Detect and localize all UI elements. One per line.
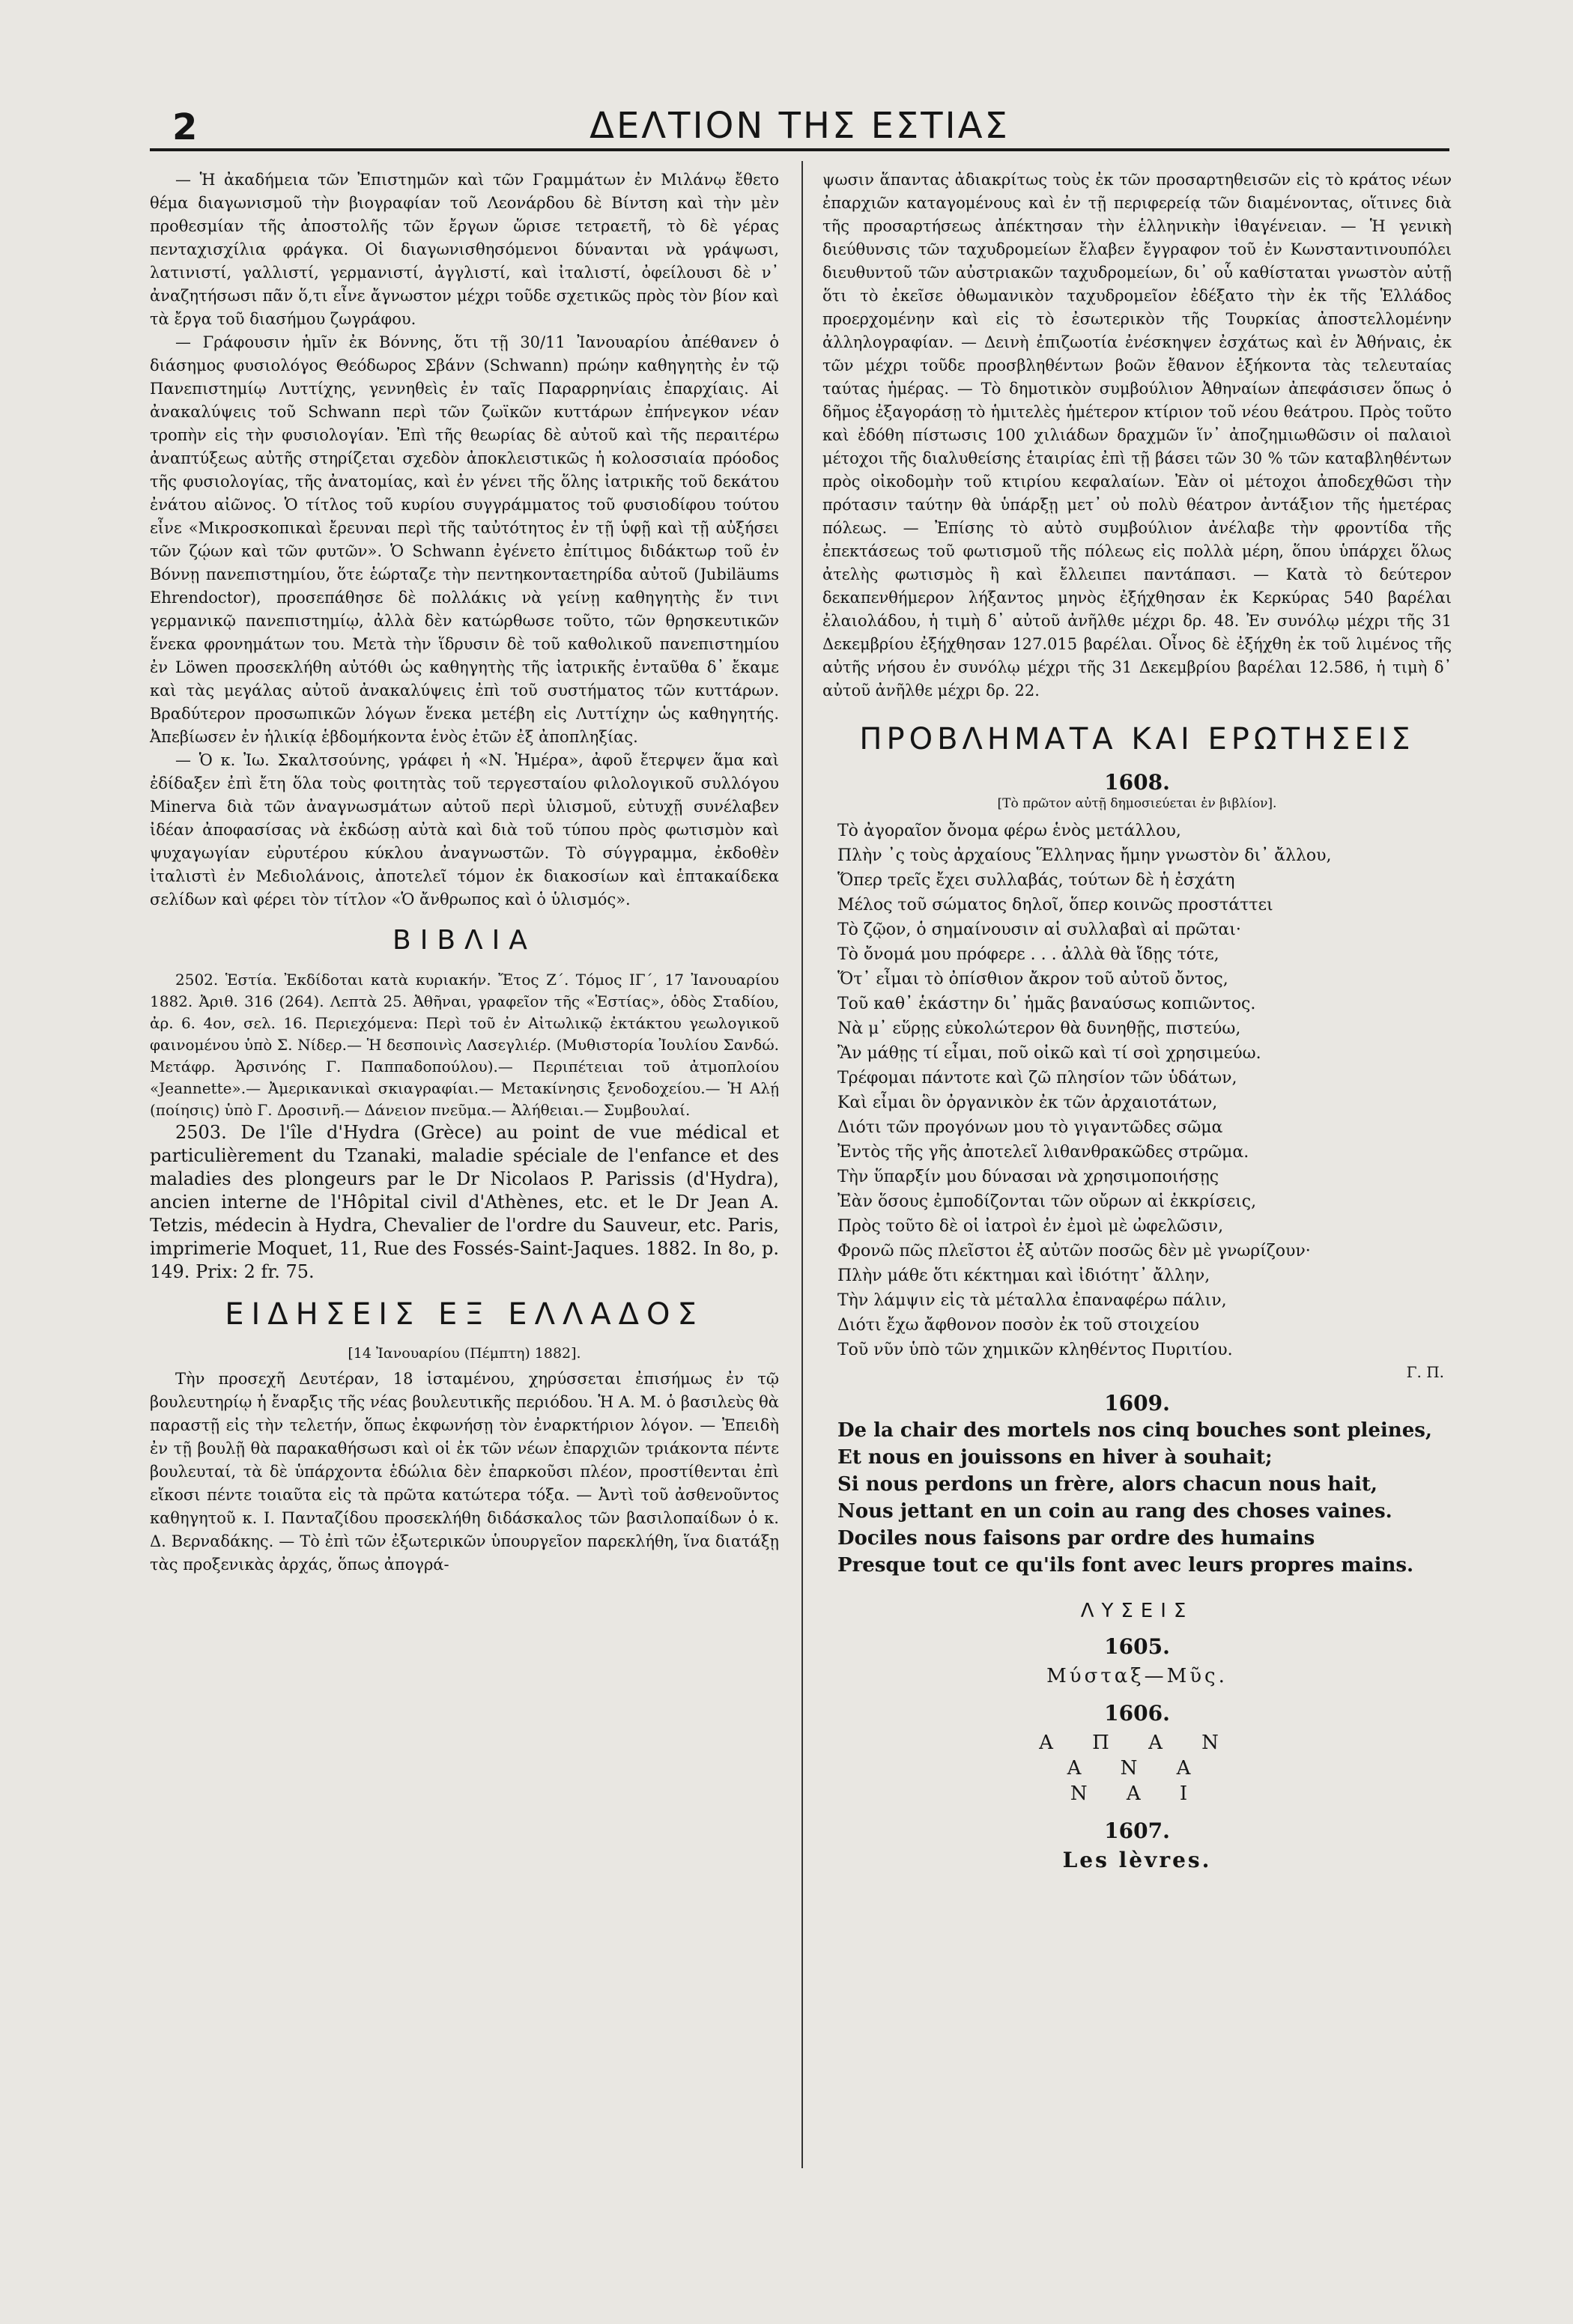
poem-line-french: De la chair des mortels nos cinq bouches sont pleines, <box>837 1419 1432 1442</box>
poem-line: Διότι τῶν προγόνων μου τὸ γιγαντῶδες σῶμα <box>837 1118 1223 1137</box>
answers-heading: ΛΥΣΕΙΣ <box>1080 1600 1194 1622</box>
poem-line: Ἂν μάθῃς τί εἶμαι, ποῦ οἰκῶ καὶ τί σοὶ χρησιμεύω. <box>837 1044 1261 1063</box>
book-entry-2502: 2502. Ἑστία. Ἐκδίδοται κατὰ κυριακήν. Ἔτος Ζ΄. Τόμος ΙΓ΄, 17 Ἰανουαρίου 1882. Ἀριθ. 316 (264). Λεπτὰ 25. Ἀθῆναι, γραφεῖον τῆς «Ἑστίας», ὁδὸς Σταδίου, ἀρ. 6. 4ον, σελ. 16. Περιεχόμενα: Περὶ τοῦ ἐν Αἰτωλικῷ ἐκτάκτου γεωλογικοῦ φαινομένου ὑπὸ Σ. Νίδερ.— Ἡ δεσποινὶς Λασεγλιέρ. (Μυθιστορία Ἰουλίου Σανδώ. Μετάφρ. Ἀρσινόης Γ. Παππαδοπούλου).— Περιπέτειαι τοῦ ἀτμοπλοίου «Jeannette».— Ἀμερικανικαὶ σκιαγραφίαι.— Μετακίνησις ξενοδοχείου.— Ἡ Αλῄ (ποίησις) ὑπὸ Γ. Δροσινῆ.— Δάνειον πνεῦμα.— Ἀλήθειαι.— Συμβουλαί. <box>150 971 779 1119</box>
answer-1605-text: Μύσταξ—Μῦς. <box>1046 1665 1228 1687</box>
poem-line: Ὅπερ τρεῖς ἔχει συλλαβάς, τούτων δὲ ἡ ἐσχάτη <box>837 871 1235 890</box>
problems-heading: ΠΡΟΒΛΗΜΑΤΑ ΚΑΙ ΕΡΩΤΗΣΕΙΣ <box>859 722 1415 756</box>
problem-1608-note: [Τὸ πρῶτον αὐτῇ δημοσιεύεται ἐν βιβλίον]. <box>997 796 1277 811</box>
poem-line: Ἐὰν ὅσους ἐμποδίζονται τῶν οὔρων αἱ ἐκκρίσεις, <box>837 1192 1257 1211</box>
poem-line: Τὸ ἀγοραῖον ὄνομα φέρω ἑνὸς μετάλλου, <box>837 822 1181 840</box>
greece-news-date: [14 Ἰανουαρίου (Πέμπτη) 1882]. <box>348 1345 581 1362</box>
greece-news-continued: ψωσιν ἅπαντας ἀδιακρίτως τοὺς ἐκ τῶν προσαρτηθεισῶν εἰς τὸ κράτος νέων ἐπαρχιῶν καταγομένους καὶ ἐν τῇ περιφερείᾳ τῶν διαμένοντας, οἵτινες διὰ τῆς προσαρτήσεως ἀπέκτησαν τὴν ἑλληνικὴν ἰθαγένειαν. — Ἡ γενικὴ διεύθυνσις τῶν ταχυδρομείων ἔλαβεν ἔγγραφον τοῦ ἐν Κωνσταντινουπόλει διευθυντοῦ τῶν αὐστριακῶν ταχυδρομείων, δι᾽ οὗ καθίσταται γνωστὸν αὐτῇ ὅτι τὸ ἐκεῖσε ὀθωμανικὸν ταχυδρομεῖον ἐδέξατο τὴν ἐκ τῆς Ἑλλάδος προερχομένην καὶ εἰς τὸ ἐσωτερικὸν τῆς Τουρκίας ἀποστελλομένην ἀλληλογραφίαν. — Δεινὴ ἐπιζωοτία ἐνέσκηψεν ἐσχάτως καὶ ἐν Ἀθήναις, ἐκ τῶν μέχρι τοῦδε προσβληθέντων βοῶν ἔθανον ἑξήκοντα τὰς τελευταίας ταύτας ἡμέρας. — Τὸ δημοτικὸν συμβούλιον Ἀθηναίων ἀπεφάσισεν ὅπως ὁ δῆμος ἐξαγοράσῃ τὸ ἡμιτελὲς ἡμέτερον κτίριον τοῦ νέου θεάτρου. Πρὸς τοῦτο καὶ ἐδόθη πίστωσις 100 χιλιάδων δραχμῶν ἵν᾽ ἀποζημιωθῶσιν οἱ παλαιοὶ μέτοχοι τῆς διαλυθείσης ἑταιρίας ἐπὶ τῇ βάσει τῶν 30 % τῶν καταβληθέντων πρὸς οἰκοδομὴν τοῦ κτιρίου κεφαλαίων. Ἐὰν οἱ μέτοχοι ἀποδεχθῶσι τὴν πρότασιν ταύτην θὰ ὑπάρξῃ μετ᾽ οὐ πολὺ θέατρον ἀντάξιον τῆς ἡμετέρας πόλεως. — Ἐπίσης τὸ αὐτὸ συμβούλιον ἀνέλαβε τὴν φροντίδα τῆς ἐπεκτάσεως τοῦ φωτισμοῦ τῆς πόλεως εἰς πολλὰ μέρη, ὅπου ὑπάρχει ὅλως ἀτελὴς φωτισμὸς ἢ καὶ ἔλλειπει παντάπασι. — Κατὰ τὸ δεύτερον δεκαπενθήμερον λήξαντος μηνὸς ἐξήχθησαν ἐκ Κερκύρας 540 βαρέλαι ἐλαιολάδου, ἡ τιμὴ δ᾽ αὐτοῦ ἀνῆλθε μέχρι δρ. 48. Ἐν συνόλῳ μέχρι τῆς 31 Δεκεμβρίου ἐξήχθησαν 127.015 βαρέλαι. Οἶνος δὲ ἐξήχθη ἐκ τοῦ λιμένος τῆς αὐτῆς νήσου ἐν συνόλῳ μέχρι τῆς 31 Δεκεμβρίου βαρέλαι 12.586, ἡ τιμὴ δ᾽ αὐτοῦ ἀνῆλθε μέχρι δρ. 22. <box>822 171 1452 700</box>
news-item-schwann: — Γράφουσιν ἡμῖν ἐκ Βόννης, ὅτι τῇ 30/11 Ἰανουαρίου ἀπέθανεν ὁ διάσημος φυσιολόγος Θεόδωρος Σβάνν (Schwann) πρώην καθηγητὴς ἐν τῷ Πανεπιστημίῳ Λυττίχης, γεννηθεὶς ἐν ταῖς Παραρρηνίαις ἐπαρχίαις. Αἱ ἀνακαλύψεις τοῦ Schwann περὶ τῶν ζωϊκῶν κυττάρων ἐπήνεγκον νέαν τροπὴν εἰς τὴν φυσιολογίαν. Ἐπὶ τῆς θεωρίας δὲ αὐτοῦ καὶ τῆς περαιτέρω ἀναπτύξεως αὐτῆς στηρίζεται σχεδὸν ἀποκλειστικῶς ἡ κολοσσιαία πρόοδος τῆς φυσιολογίας, τῆς ἀνατομίας, καὶ ἐν γένει τῆς ὅλης ἰατρικῆς τοῦ δεκάτου ἐνάτου αἰῶνος. Ὁ τίτλος τοῦ κυρίου συγγράμματος τοῦ φυσιοδίφου τούτου εἶνε «Μικροσκοπικαὶ ἔρευναι περὶ τῆς ταὐτότητος ἐν τῇ ὑφῇ καὶ τῇ αὐξήσει τῶν ζῴων καὶ τῶν φυτῶν». Ὁ Schwann ἐγένετο ἐπίτιμος διδάκτωρ τοῦ ἐν Βόννῃ πανεπιστημίου, ὅτε ἑώρταζε τὴν πεντηκονταετηρίδα αὐτοῦ (Jubiläums Ehrendoctor), προσεπάθησε δὲ πολλάκις νὰ γείνῃ καθηγητὴς ἔν τινι γερμανικῷ πανεπιστημίῳ, ἀλλὰ δὲν κατώρθωσε τοῦτο, τῶν θρησκευτικῶν ἕνεκα φρονημάτων του. Μετὰ τὴν ἵδρυσιν δὲ τοῦ καθολικοῦ πανεπιστημίου ἐν Löwen προσεκλήθη αὐτόθι ὡς καθηγητὴς τῆς ἰατρικῆς ἐνταῦθα δ᾽ ἔκαμε καὶ τὰς μεγάλας αὐτοῦ ἀνακαλύψεις ἐπὶ τοῦ συστήματος τῶν κυττάρων. Βραδύτερον προσωπικῶν λόγων ἕνεκα μετέβη εἰς Λυττίχην ὡς καθηγητής. Ἀπεβίωσεν ἐν ἡλικίᾳ ἑβδομήκοντα ἑνὸς ἐτῶν ἐξ ἀποπληξίας. <box>150 333 779 746</box>
poem-line: Τὸ ζῷον, ὁ σημαίνουσιν αἱ συλλαβαὶ αἱ πρῶται· <box>837 920 1241 939</box>
poem-line: Τὴν λάμψιν εἰς τὰ μέταλλα ἐπαναφέρω πάλιν, <box>837 1291 1227 1310</box>
poem-line: Ὅτ᾽ εἶμαι τὸ ὀπίσθιον ἄκρον τοῦ αὐτοῦ ὄντος, <box>837 970 1228 989</box>
left-column <box>150 169 779 1577</box>
greece-news-heading: ΕΙΔΗΣΕΙΣ ΕΞ ΕΛΛΑΔΟΣ <box>225 1297 704 1332</box>
poem-line: Διότι ἔχω ἄφθονον ποσὸν ἐκ τοῦ στοιχείου <box>837 1316 1200 1335</box>
poem-line: Τὸ ὄνομά μου πρόφερε . . . ἀλλὰ θὰ ἴδῃς τότε, <box>837 945 1219 964</box>
news-item-milan-academy: — Ἡ ἀκαδήμεια τῶν Ἐπιστημῶν καὶ τῶν Γραμμάτων ἐν Μιλάνῳ ἔθετο θέμα διαγωνισμοῦ τὴν βιογραφίαν τοῦ Λεονάρδου δὲ Βίντση καὶ τὴν μὲν προθεσμίαν τῆς ἀποστολῆς τῶν ἔργων ὥρισε τετραετῆ, τὸ δὲ γέρας πενταχισχίλια φράγκα. Οἱ διαγωνισθησόμενοι δύνανται νὰ γράψωσι, λατινιστί, γαλλιστί, γερμανιστί, ἀγγλιστί, καὶ ἰταλιστί, ὀφείλουσι δὲ ν᾽ ἀναζητήσωσι πᾶν ὅ,τι εἶνε ἄγνωστον μέχρι τοῦδε σχετικῶς πρὸς τὸν βίον καὶ τὰ ἔργα τοῦ διασήμου ζωγράφου. <box>150 171 779 328</box>
poem-line: Τρέφομαι πάντοτε καὶ ζῶ πλησίον τῶν ὑδάτων, <box>837 1069 1237 1087</box>
poem-line-french: Et nous en jouissons en hiver à souhait; <box>837 1446 1273 1469</box>
poem-line: Πρὸς τοῦτο δὲ οἱ ἰατροὶ ἐν ἐμοὶ μὲ ὠφελῶσιν, <box>837 1217 1224 1236</box>
greece-news-text: Τὴν προσεχῆ Δευτέραν, 18 ἱσταμένου, χηρύσσεται ἐπισήμως ἐν τῷ βουλευτηρίῳ ἡ ἔναρξις τῆς νέας βουλευτικῆς περιόδου. Ἡ Α. Μ. ὁ βασιλεὺς θὰ παραστῇ εἰς τὴν τελετήν, ὅπως ἐκφωνήσῃ τὸν ἐναρκτήριον λόγον. — Ἐπειδὴ ἐν τῇ βουλῇ θὰ παρακαθήσωσι καὶ οἱ ἐκ τῶν νέων ἐπαρχιῶν τριάκοντα πέντε βουλευταί, τὰ δὲ ὑπάρχοντα ἑδώλια δὲν ἐπαρκοῦσι πλέον, προστίθενται ἐπὶ εἴκοσι πέντε τοιαῦτα εἰς τὰ πρῶτα κατώτερα τόξα. — Ἀντὶ τοῦ ἀσθενοῦντος καθηγητοῦ κ. Ι. Πανταζίδου προσεκλήθη διδάσκαλος τῶν βασιλοπαίδων ὁ κ. Δ. Βερναδάκης. — Τὸ ἐπὶ τῶν ἐξωτερικῶν ὑπουργεῖον παρεκλήθη, ἵνα διατάξῃ τὰς προξενικὰς ἀρχάς, ὅπως ἀπογρά- <box>150 1370 779 1574</box>
right-column <box>822 169 1452 1872</box>
poem-line: Φρονῶ πῶς πλεῖστοι ἐξ αὐτῶν ποσῶς δὲν μὲ γνωρίζουν· <box>837 1242 1311 1260</box>
poem-line-french: Dociles nous faisons par ordre des humains <box>837 1527 1315 1550</box>
answer-1606-grid <box>822 1730 1452 1806</box>
word-square-row: Α Ν Α <box>1067 1757 1207 1780</box>
poem-line: Νὰ μ᾽ εὕρῃς εὐκολώτερον θὰ δυνηθῇς, πιστεύω, <box>837 1019 1241 1038</box>
poem-line: Ἐντὸς τῆς γῆς ἀποτελεῖ λιθανθρακῶδες στρῶμα. <box>837 1143 1249 1162</box>
poem-line: Πλὴν ᾽ς τοὺς ἀρχαίους Ἕλληνας ἤμην γνωστὸν δι᾽ ἄλλου, <box>837 846 1332 865</box>
poem-line: Τὴν ὕπαρξίν μου δύνασαι νὰ χρησιμοποιήσῃς <box>837 1168 1219 1186</box>
book-entry-2503: 2503. De l'île d'Hydra (Grèce) au point de vue médical et particulièrement du Tzanaki, maladie spéciale de l'enfance et des maladies des plongeurs par le Dr Nicolaos P. Parissis (d'Hydra), ancien interne de l'Hôpital civil d'Athènes, etc. et le Dr Jean A. Tetzis, médecin à Hydra, Chevalier de l'ordre du Sauveur, etc. Paris, imprimerie Moquet, 11, Rue des Fossés-Saint-Jaques. 1882. In 8o, p. 149. Prix: 2 fr. 75. <box>150 1122 779 1282</box>
news-item-skaltsounis: — Ὁ κ. Ἰω. Σκαλτσούνης, γράφει ἡ «Ν. Ἡμέρα», ἀφοῦ ἔτερψεν ἅμα καὶ ἐδίδαξεν ἐπὶ ἔτη ὅλα τοὺς φοιτητὰς τοῦ τεργεσταίου φιλολογικοῦ συλλόγου Minerva διὰ τῶν ἀναγνωσμάτων αὐτοῦ περὶ ὑλισμοῦ, εὐτυχῇ συνέλαβεν ἰδέαν ἀποφασίσας νὰ ἐκδώσῃ αὐτὰ καὶ διὰ τοῦ τύπου πρὸς φωτισμὸν καὶ ψυχαγωγίαν εὐρυτέρου κύκλου ἀναγνωστῶν. Τὸ σύγγραμμα, ἐκδοθὲν ἰταλιστὶ ἐν Μεδιολάνοις, ἀποτελεῖ τόμον ἐκ διακοσίων καὶ ἑπτακαίδεκα σελίδων καὶ φέρει τὸν τίτλον «Ὁ ἄνθρωπος καὶ ὁ ὑλισμός». <box>150 751 779 908</box>
poem-line: Τοῦ καθ᾽ ἑκάστην δι᾽ ἡμᾶς βαναύσως κοπιῶντος. <box>837 995 1256 1013</box>
answer-1606-number: 1606. <box>1104 1701 1170 1726</box>
poem-line-french: Nous jettant en un coin au rang des choses vaines. <box>837 1500 1392 1523</box>
books-heading: ΒΙΒΛΙΑ <box>393 925 536 956</box>
problem-1608-poem <box>837 819 1452 1362</box>
poem-line-french: Si nous perdons un frère, alors chacun nous hait, <box>837 1473 1377 1496</box>
poem-line: Πλὴν μάθε ὅτι κέκτημαι καὶ ἰδιότητ᾽ ἄλλην, <box>837 1266 1210 1285</box>
poem-line: Μέλος τοῦ σώματος δηλοῖ, ὅπερ κοινῶς προστάττει <box>837 896 1273 914</box>
answer-1605-number: 1605. <box>1104 1634 1170 1659</box>
masthead-title: ΔΕΛΤΙΟΝ ΤΗΣ ΕΣΤΙΑΣ <box>590 105 1010 147</box>
poem-line-french: Presque tout ce qu'ils font avec leurs propres mains. <box>837 1554 1414 1577</box>
problem-1608-signature: Γ. Π. <box>1406 1363 1444 1381</box>
word-square-row: Α Π Α Ν <box>1039 1732 1235 1754</box>
page-header <box>150 103 1449 151</box>
poem-line: Τοῦ νῦν ὑπὸ τῶν χημικῶν κληθέντος Πυριτίου. <box>837 1341 1233 1359</box>
problem-1609-number: 1609. <box>1104 1391 1170 1416</box>
column-divider <box>801 161 803 2168</box>
problem-1609-poem <box>837 1417 1452 1579</box>
word-square-row: Ν Α Ι <box>1070 1783 1204 1805</box>
problem-1608-number: 1608. <box>1104 770 1170 795</box>
poem-line: Καὶ εἶμαι ὃν ὀργανικὸν ἐκ τῶν ἀρχαιοτάτων, <box>837 1093 1218 1112</box>
answer-1607-text: Les lèvres. <box>1062 1848 1212 1872</box>
page-number: 2 <box>172 106 198 148</box>
answer-1607-number: 1607. <box>1104 1818 1170 1843</box>
